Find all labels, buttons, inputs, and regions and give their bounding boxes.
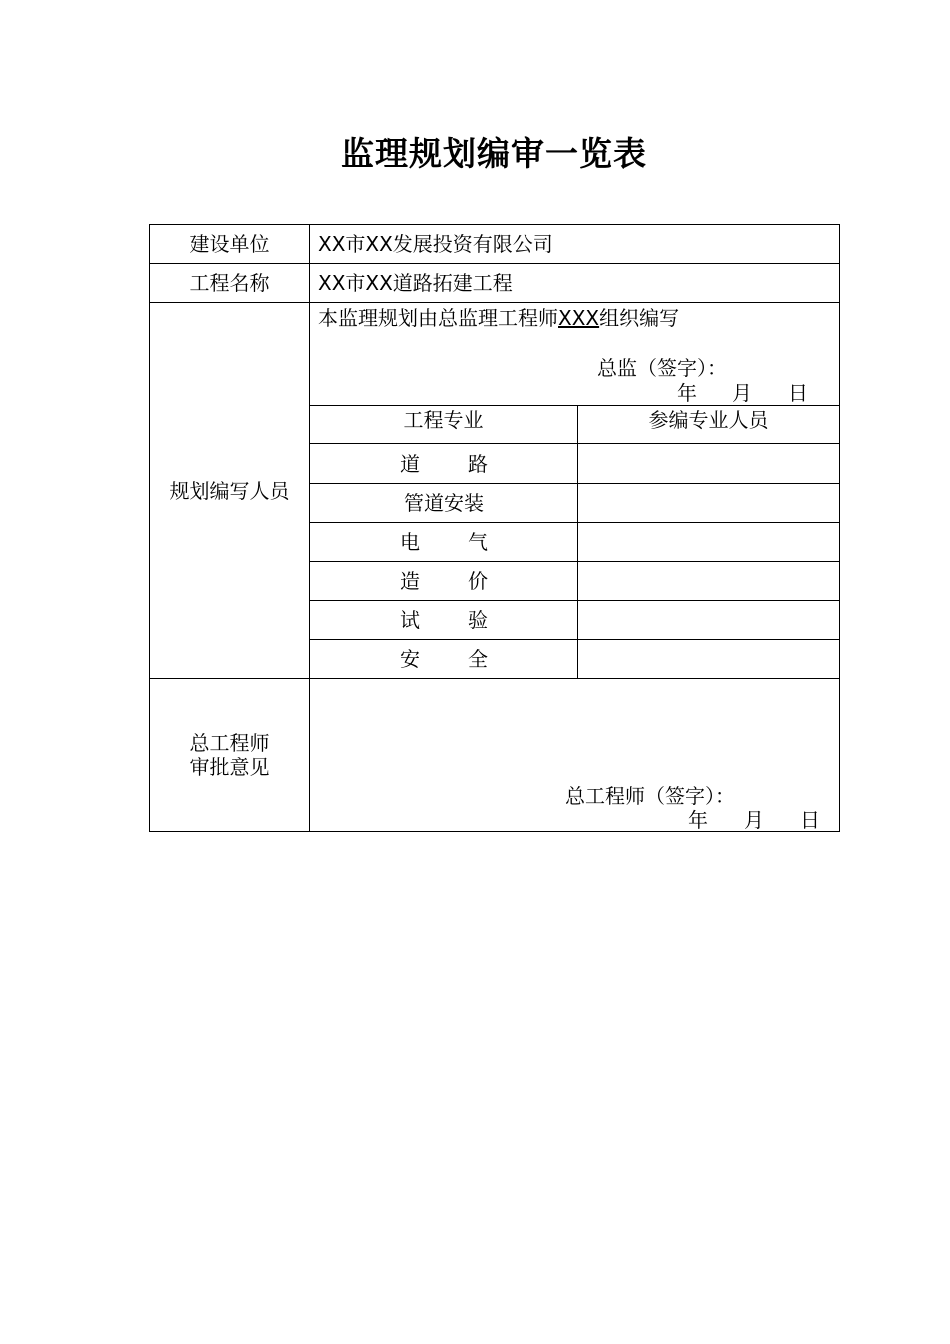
discipline-row-cost	[400, 562, 488, 600]
label-column-divider	[309, 224, 310, 832]
chief-supervisor-signature-label: 总监（签字）：	[597, 356, 727, 380]
staff-cell-testing	[578, 601, 839, 639]
discipline-char: 安	[400, 647, 420, 671]
discipline-char: 全	[468, 647, 488, 671]
staff-column-header: 参编专业人员	[648, 408, 769, 432]
staff-cell-safety	[578, 640, 839, 678]
discipline-char: 验	[468, 608, 488, 632]
discipline-char: 价	[468, 569, 488, 593]
staff-cell-cost	[578, 562, 839, 600]
discipline-char: 试	[400, 608, 420, 632]
discipline-row-safety	[400, 640, 488, 678]
discipline-label: 管道安装	[404, 491, 484, 515]
date-day: 日	[788, 381, 808, 405]
chief-engineer-label-line1: 总工程师	[189, 731, 270, 755]
planning-statement	[318, 306, 838, 332]
discipline-row-electrical	[400, 523, 488, 561]
discipline-char: 道	[400, 451, 420, 476]
date-year: 年	[677, 381, 697, 405]
date-year: 年	[688, 808, 708, 832]
staff-cell-electrical	[578, 523, 839, 561]
chief-supervisor-name: XXX	[558, 306, 600, 330]
discipline-row-road	[400, 444, 488, 483]
chief-engineer-opinion-label	[150, 679, 309, 831]
staff-cell-road	[578, 444, 839, 483]
date-day: 日	[800, 808, 820, 832]
project-name-label: 工程名称	[189, 271, 270, 295]
construction-unit-value: XX市XX发展投资有限公司	[318, 232, 553, 256]
chief-engineer-opinion-text	[318, 690, 828, 770]
table-border-right	[839, 224, 840, 832]
staff-cell-pipeline	[578, 484, 839, 522]
discipline-row-pipeline	[400, 484, 488, 522]
discipline-char: 电	[400, 530, 420, 554]
construction-unit-label: 建设单位	[189, 232, 270, 256]
chief-engineer-date	[688, 808, 838, 832]
chief-engineer-label-line2: 审批意见	[189, 755, 270, 779]
discipline-char: 路	[468, 451, 488, 476]
date-month: 月	[744, 808, 764, 832]
discipline-char: 气	[468, 530, 488, 554]
planning-staff-label: 规划编写人员	[169, 478, 290, 503]
chief-engineer-signature-label: 总工程师（签字）：	[565, 784, 735, 808]
discipline-row-testing	[400, 601, 488, 639]
planning-statement-suffix: 组织编写	[599, 306, 680, 330]
discipline-column-header: 工程专业	[403, 408, 484, 432]
date-month: 月	[732, 381, 752, 405]
project-name-value: XX市XX道路拓建工程	[318, 271, 513, 295]
discipline-char: 造	[400, 569, 420, 593]
document-title: 监理规划编审一览表	[341, 134, 647, 173]
planning-statement-prefix: 本监理规划由总监理工程师	[318, 306, 558, 330]
